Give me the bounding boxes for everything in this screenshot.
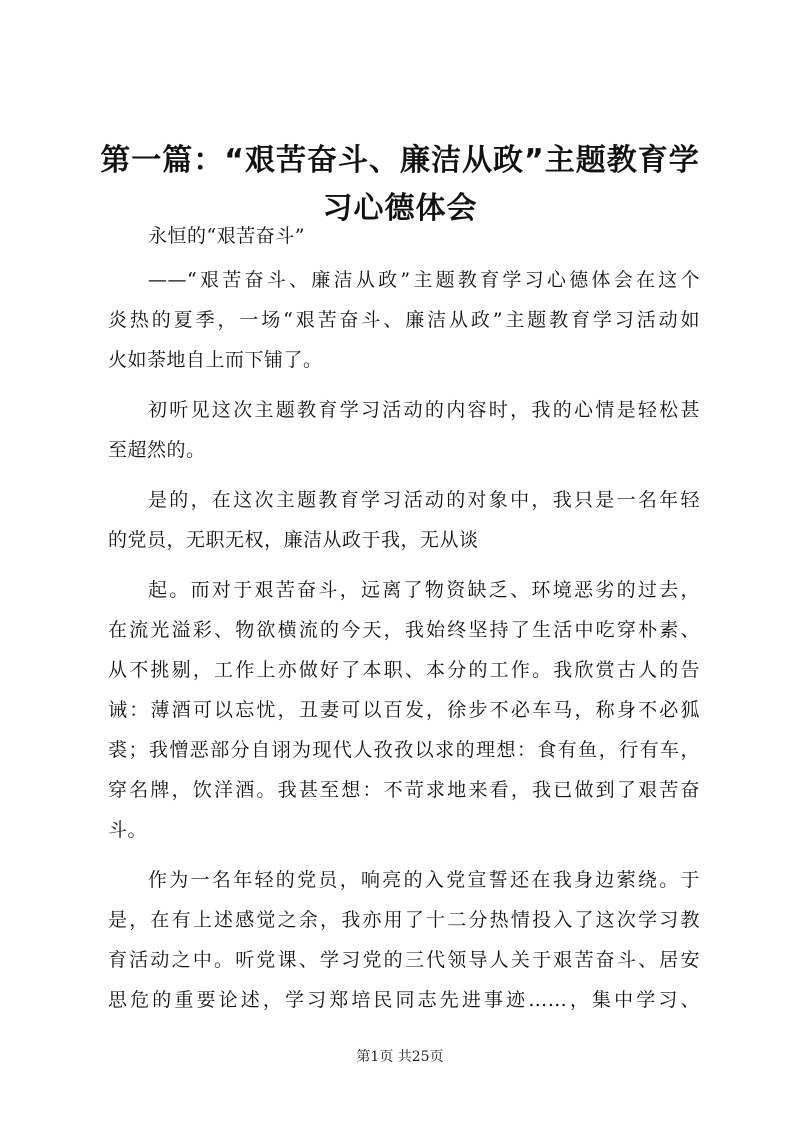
page-number-footer: 第1页 共25页 bbox=[356, 1049, 444, 1065]
text-line: 起。而对于艰苦奋斗，远离了物资缺乏、环境恶劣的过去， bbox=[148, 579, 700, 601]
text-line: 永恒的“艰苦奋斗” bbox=[148, 225, 305, 247]
text-line: 从不挑剔，工作上亦做好了本职、本分的工作。我欣赏古人的告 bbox=[108, 659, 700, 681]
text-line: 火如荼地自上而下铺了。 bbox=[108, 349, 323, 371]
text-line: 裘；我憎恶部分自诩为现代人孜孜以求的理想：食有鱼，行有车， bbox=[108, 739, 700, 761]
text-line: 穿名牌，饮洋酒。我甚至想：不苛求地来看，我已做到了艰苦奋 bbox=[108, 779, 700, 801]
text-line: 斗。 bbox=[108, 819, 148, 841]
text-line: 在流光溢彩、物欲横流的今天，我始终坚持了生活中吃穿朴素、 bbox=[108, 619, 700, 641]
title-line-2: 习心德体会 bbox=[322, 191, 478, 226]
text-line: 初听见这次主题教育学习活动的内容时，我的心情是轻松甚 bbox=[148, 399, 700, 421]
title-line-1: 第一篇：“艰苦奋斗、廉洁从政”主题教育学 bbox=[100, 143, 700, 178]
text-line: 的党员，无职无权，廉洁从政于我，无从谈 bbox=[108, 529, 479, 551]
text-line: ——“艰苦奋斗、廉洁从政”主题教育学习心德体会在这个 bbox=[148, 269, 700, 291]
text-line: 是的，在这次主题教育学习活动的对象中，我只是一名年轻 bbox=[148, 489, 700, 511]
text-line: 至超然的。 bbox=[108, 439, 206, 461]
document-title bbox=[100, 137, 700, 233]
text-line: 作为一名年轻的党员，响亮的入党宣誓还在我身边萦绕。于 bbox=[148, 869, 700, 891]
text-line: 炎热的夏季，一场“艰苦奋斗、廉洁从政”主题教育学习活动如 bbox=[108, 309, 700, 331]
text-line: 诫：薄酒可以忘忧，丑妻可以百发，徐步不必车马，称身不必狐 bbox=[108, 699, 700, 721]
text-line: 育活动之中。听党课、学习党的三代领导人关于艰苦奋斗、居安 bbox=[108, 949, 700, 971]
text-line: 是，在有上述感觉之余，我亦用了十二分热情投入了这次学习教 bbox=[108, 909, 700, 931]
text-line: 思危的重要论述，学习郑培民同志先进事迹……，集中学习、 bbox=[108, 989, 700, 1011]
